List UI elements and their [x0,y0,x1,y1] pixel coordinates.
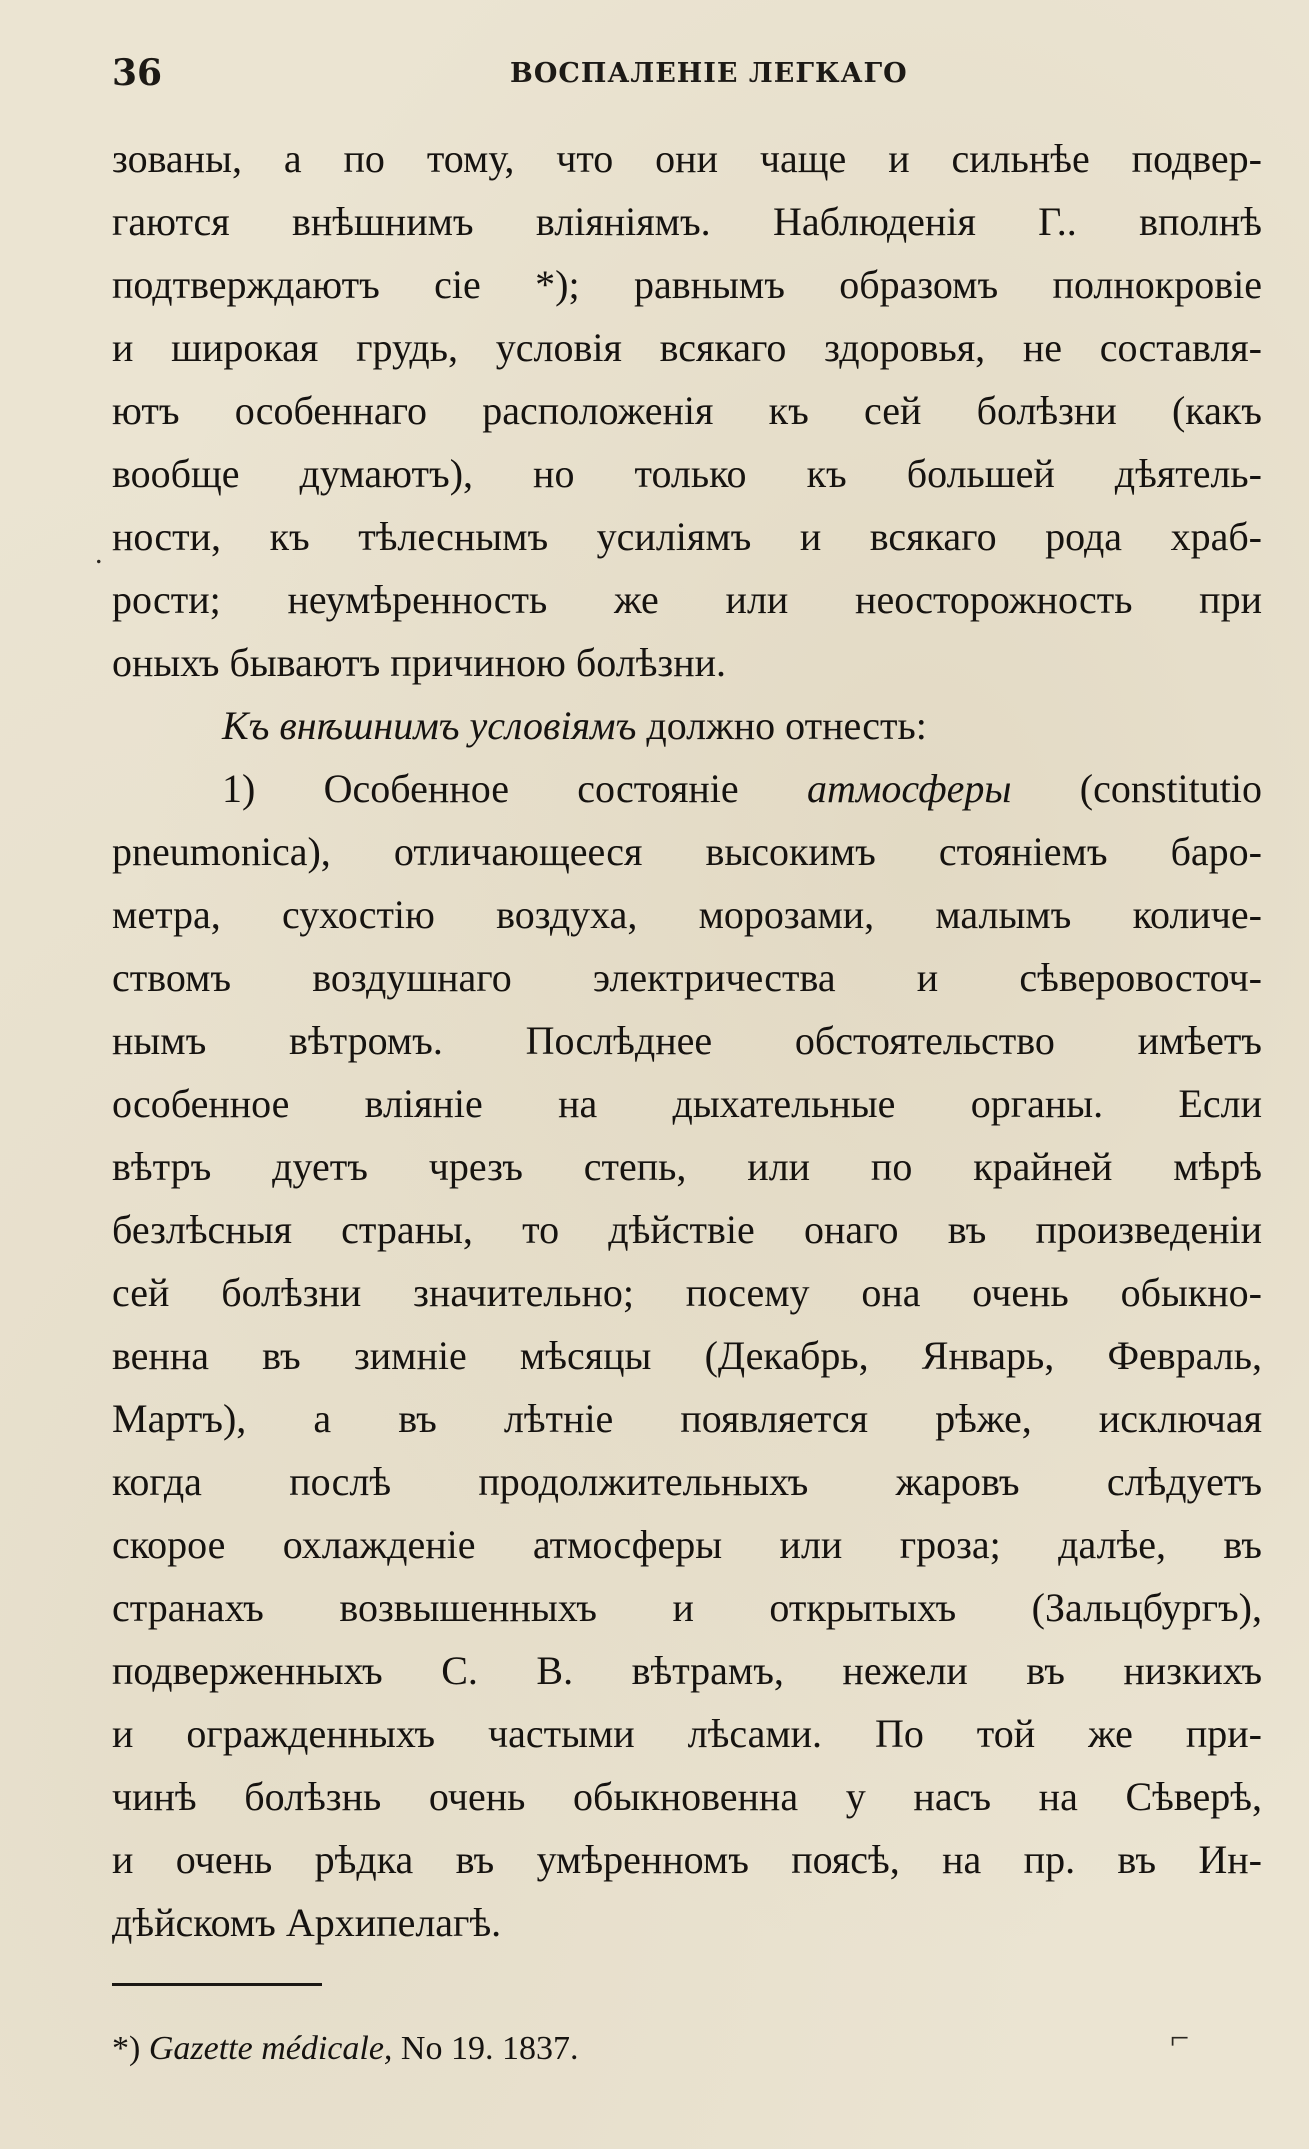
text-line: рости; неумѣренность же или неосторожность при [112,577,1262,622]
printer-mark: ⌐ [1170,2020,1190,2057]
section-heading [112,694,1262,757]
text-line: ютъ особеннаго расположенія къ сей болѣзни (какъ [112,388,1262,433]
footnote-journal: Gazette médicale, [148,2030,393,2067]
text-line: вообще думаютъ), но только къ большей дѣятель- [112,451,1262,496]
text-line: гаются внѣшнимъ вліяніямъ. Наблюденія Г.. вполнѣ [112,199,1262,244]
footnote-marker: *) [112,2030,149,2067]
item-1-line [112,757,1262,820]
page-number: 36 [112,52,163,94]
text-line: зованы, а по тому, что они чаще и сильнѣе подвер- [112,136,1262,181]
text-line: и широкая грудь, условія всякаго здоровья, не составля- [112,325,1262,370]
running-head: ВОСПАЛЕНІЕ ЛЕГКАГО [510,58,908,89]
text-line: метра, сухостію воздуха, морозами, малымъ количе- [112,892,1262,937]
page-header [112,52,1262,100]
text-line: скорое охлажденіе атмосферы или гроза; далѣе, въ [112,1522,1262,1567]
text-line: подтверждаютъ сіе *); равнымъ образомъ полнокровіе [112,262,1262,307]
section-heading-rest: должно отнесть: [636,703,927,748]
text-line: нымъ вѣтромъ. Послѣднее обстоятельство имѣетъ [112,1018,1262,1063]
text-line: странахъ возвышенныхъ и открытыхъ (Зальцбургъ), [112,1585,1262,1630]
text-line: сей болѣзни значительно; посему она очень обыкно- [112,1270,1262,1315]
text-line: Мартъ), а въ лѣтніе появляется рѣже, исключая [112,1396,1262,1441]
text-line: дѣйскомъ Архипелагѣ. [112,1900,502,1945]
item-1-emphasis: атмосферы [807,766,1012,811]
text-line: и очень рѣдка въ умѣренномъ поясѣ, на пр. въ Ин- [112,1837,1262,1882]
text-line: венна въ зимніе мѣсяцы (Декабрь, Январь, Февраль, [112,1333,1262,1378]
body-text [112,127,1262,1954]
text-line: ности, къ тѣлеснымъ усиліямъ и всякаго рода храб- [112,514,1262,559]
text-line: чинѣ болѣзнь очень обыкновенна у насъ на Сѣверѣ, [112,1774,1262,1819]
text-line: безлѣсныя страны, то дѣйствіе онаго въ произведеніи [112,1207,1262,1252]
footnote-rule [112,1983,322,1986]
footnote-issue: No 19. 1837. [392,2030,579,2067]
item-1-suffix: (constitutio [1011,766,1262,811]
text-line: вѣтръ дуетъ чрезъ степь, или по крайней мѣрѣ [112,1144,1262,1189]
item-1-prefix: 1) Особенное состояніе [222,766,808,811]
footnote [112,2030,1262,2068]
text-line: подверженныхъ С. В. вѣтрамъ, нежели въ низкихъ [112,1648,1262,1693]
text-line: ствомъ воздушнаго электричества и сѣверовосточ- [112,955,1262,1000]
text-line: и огражденныхъ частыми лѣсами. По той же при- [112,1711,1262,1756]
text-line: когда послѣ продолжительныхъ жаровъ слѣдуетъ [112,1459,1262,1504]
section-heading-italic: Къ внѣшнимъ условіямъ [222,703,637,748]
text-line: особенное вліяніе на дыхательные органы. Если [112,1081,1262,1126]
margin-dot: . [95,537,103,570]
text-line: оныхъ бываютъ причиною болѣзни. [112,640,727,685]
text-line: pneumonica), отличающееся высокимъ стояніемъ баро- [112,829,1262,874]
